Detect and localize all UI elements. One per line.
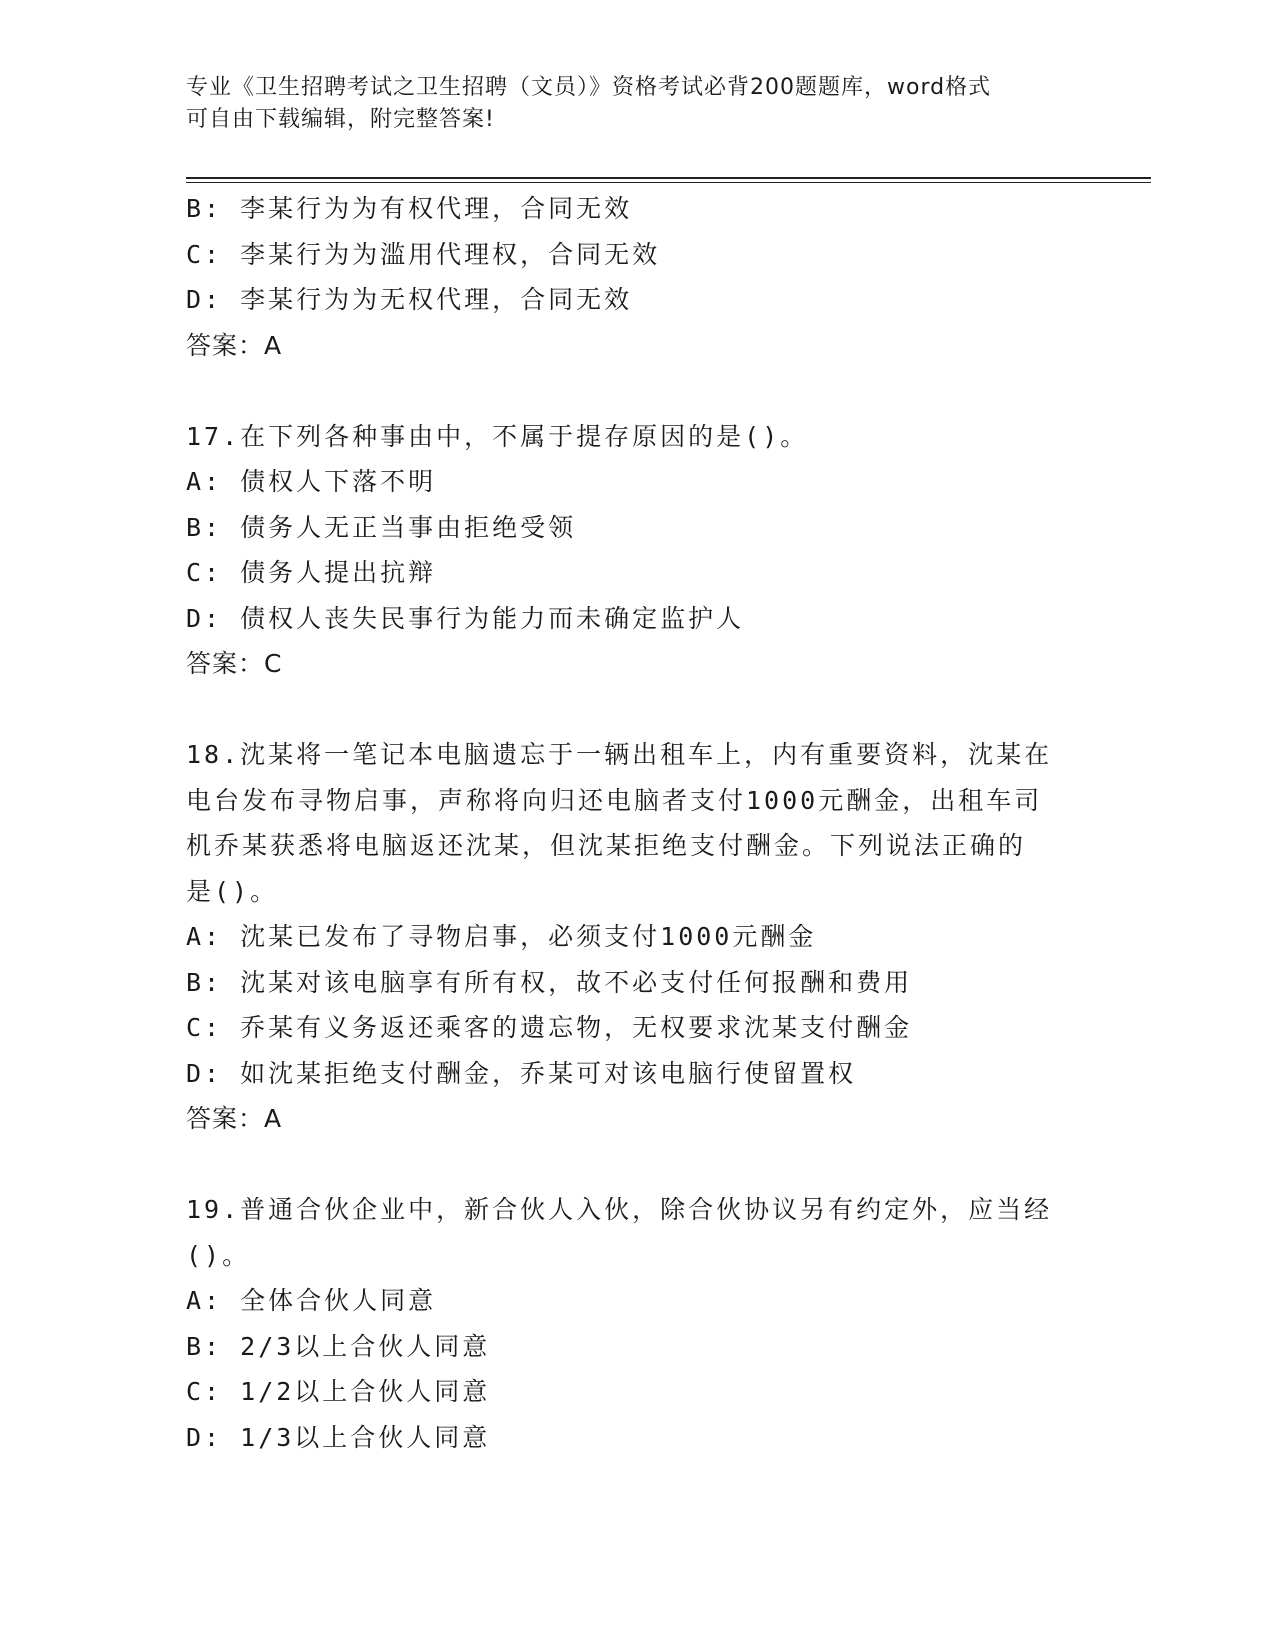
option-c: C: 债务人提出抗辩 [186, 558, 437, 587]
question-block-17 [186, 414, 1086, 687]
option-d: D: 李某行为为无权代理，合同无效 [186, 285, 633, 314]
spacer [186, 687, 1086, 733]
option-d: D: 1/3以上合伙人同意 [186, 1422, 491, 1452]
option-b: B: 李某行为为有权代理，合同无效 [186, 194, 633, 223]
header-line-2: 可自由下载编辑，附完整答案! [186, 107, 495, 132]
option-b: B: 2/3以上合伙人同意 [186, 1331, 491, 1361]
answer-line: 答案：A [186, 330, 283, 360]
spacer [186, 368, 1086, 414]
header-line-1: 专业《卫生招聘考试之卫生招聘（文员）》资格考试必背200题题库，word格式 [186, 75, 992, 100]
header-divider-thin [186, 182, 1151, 183]
answer-line: 答案：C [186, 649, 283, 678]
question-text-line: 机乔某获悉将电脑返还沈某，但沈某拒绝支付酬金。下列说法正确的 [186, 831, 1027, 860]
option-b: B: 沈某对该电脑享有所有权，故不必支付任何报酬和费用 [186, 967, 913, 997]
question-text-line: 是()。 [186, 876, 279, 906]
question-block-19 [186, 1187, 1086, 1460]
answer-line: 答案：A [186, 1104, 283, 1133]
option-c: C: 1/2以上合伙人同意 [186, 1377, 491, 1406]
option-a: A: 债权人下落不明 [186, 467, 437, 496]
question-text: 17.在下列各种事由中，不属于提存原因的是()。 [186, 421, 809, 451]
document-header [186, 72, 1066, 136]
question-text-line: 电台发布寻物启事，声称将向归还电脑者支付1000元酬金，出租车司 [186, 785, 1043, 815]
option-d: D: 如沈某拒绝支付酬金，乔某可对该电脑行使留置权 [186, 1058, 857, 1088]
question-block-16 [186, 186, 1086, 368]
question-text-line: 18.沈某将一笔记本电脑遗忘于一辆出租车上，内有重要资料，沈某在 [186, 740, 1053, 769]
option-a: A: 沈某已发布了寻物启事，必须支付1000元酬金 [186, 922, 817, 951]
question-block-18 [186, 732, 1086, 1142]
question-list [186, 186, 1086, 1460]
question-text-line: 19.普通合伙企业中，新合伙人入伙，除合伙协议另有约定外，应当经 [186, 1195, 1053, 1224]
option-a: A: 全体合伙人同意 [186, 1286, 437, 1315]
option-c: C: 乔某有义务返还乘客的遗忘物，无权要求沈某支付酬金 [186, 1013, 913, 1042]
spacer [186, 1142, 1086, 1188]
question-text-line: ()。 [186, 1240, 251, 1270]
option-c: C: 李某行为为滥用代理权，合同无效 [186, 239, 661, 269]
option-d: D: 债权人丧失民事行为能力而未确定监护人 [186, 603, 745, 633]
header-divider-thick [186, 177, 1151, 179]
option-b: B: 债务人无正当事由拒绝受领 [186, 512, 577, 542]
